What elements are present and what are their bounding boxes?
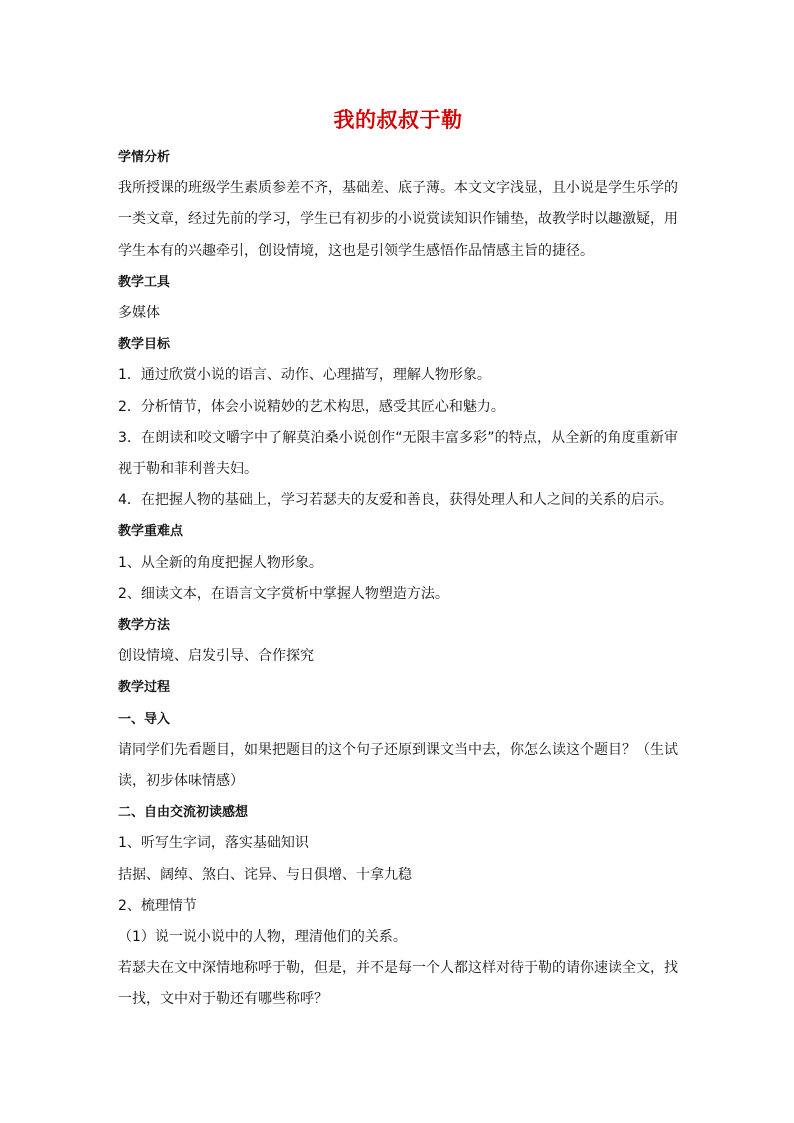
goal-item-4: 4．在把握人物的基础上，学习若瑟夫的友爱和善良，获得处理人和人之间的关系的启示。 (118, 492, 673, 509)
document-body (118, 142, 678, 1016)
goal-item-2: 2．分析情节，体会小说精妙的艺术构思，感受其匠心和魅力。 (118, 398, 505, 415)
section-heading-key-difficulties: 教学重难点 (118, 524, 184, 540)
paragraph-learning-analysis: 我所授课的班级学生素质参差不齐，基础差、底子薄。本文文字浅显，且小说是学生乐学的一类文章，经过先前的学习，学生已有初步的小说赏读知识作铺垫，故教学时以趣激疑，用学生本有的兴趣牵引，创设情境，这也是引领学生感悟作品情感主旨的捷径。 (118, 180, 678, 259)
paragraph-introduction: 请同学们先看题目，如果把题目的这个句子还原到课文当中去，你怎么读这个题目？（生试读，初步体味情感） (118, 741, 678, 790)
section-heading-teaching-tools: 教学工具 (118, 274, 171, 290)
difficulty-item-1: 1、从全新的角度把握人物形象。 (118, 554, 323, 571)
section-heading-teaching-process: 教学过程 (118, 680, 171, 696)
step-characters: （1）说一说小说中的人物，理清他们的关系。 (118, 929, 407, 946)
goal-item-3: 3．在朗读和咬文嚼字中了解莫泊桑小说创作“无限丰富多彩”的特点，从全新的角度重新审视于勒和菲利普夫妇。 (118, 429, 678, 478)
section-heading-learning-analysis: 学情分析 (118, 150, 171, 165)
paragraph-teaching-tools: 多媒体 (118, 305, 160, 322)
section-heading-teaching-goals: 教学目标 (118, 337, 171, 353)
step-dictation: 1、听写生字词，落实基础知识 (118, 835, 309, 852)
difficulty-item-2: 2、细读文本，在语言文字赏析中掌握人物塑造方法。 (118, 585, 449, 602)
paragraph-teaching-methods: 创设情境、启发引导、合作探究 (118, 648, 314, 665)
paragraph-address-question: 若瑟夫在文中深情地称呼于勒，但是，并不是每一个人都这样对待于勒的请你速读全文，找一找，文中对于勒还有哪些称呼？ (118, 960, 678, 1008)
subheading-introduction: 一、导入 (118, 711, 171, 727)
subheading-free-exchange: 二、自由交流初读感想 (118, 805, 249, 821)
step-plot-outline: 2、梳理情节 (118, 897, 197, 914)
document-title: 我的叔叔于勒 (333, 108, 463, 132)
goal-item-1: 1．通过欣赏小说的语言、动作、心理描写，理解人物形象。 (118, 367, 491, 384)
section-heading-teaching-methods: 教学方法 (118, 618, 171, 634)
vocabulary-list: 拮据、阔绰、煞白、诧异、与日俱增、十拿九稳 (118, 866, 412, 883)
